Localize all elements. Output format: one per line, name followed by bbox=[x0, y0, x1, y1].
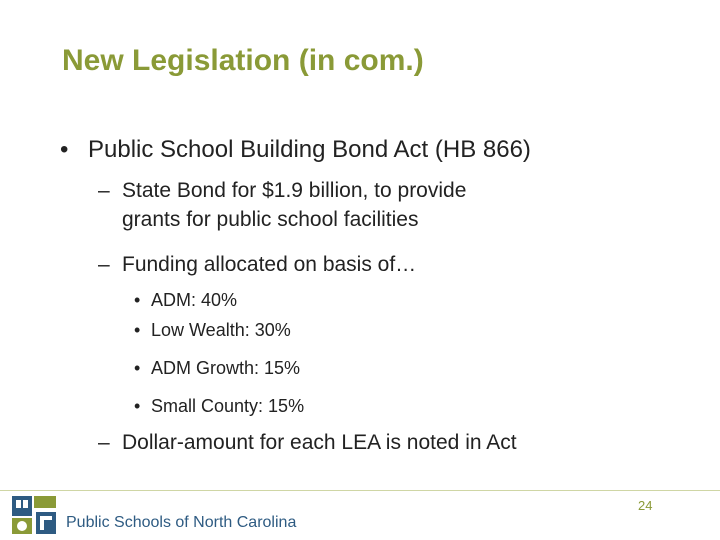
bullet-dot-icon: • bbox=[134, 396, 141, 416]
bullet-text-line1: Funding allocated on basis of… bbox=[122, 253, 417, 276]
bullet-level1-item bbox=[60, 134, 531, 166]
bullet-level2-item bbox=[98, 428, 517, 457]
page-number: 24 bbox=[638, 498, 653, 513]
dash-icon: – bbox=[98, 179, 110, 202]
bullet-dot-icon: • bbox=[60, 136, 69, 163]
bullet-text: Small County: 15% bbox=[151, 396, 305, 416]
bullet-text: Public School Building Bond Act (HB 866) bbox=[88, 136, 531, 163]
bullet-level3-item bbox=[134, 318, 291, 342]
bullet-dot-icon: • bbox=[134, 320, 141, 340]
bullet-text-line2: grants for public school facilities bbox=[122, 208, 419, 231]
bullet-dot-icon: • bbox=[134, 290, 141, 310]
footer-divider bbox=[0, 490, 720, 491]
nc-public-schools-logo-icon bbox=[10, 494, 60, 538]
dash-icon: – bbox=[98, 253, 110, 276]
bullet-level3-item bbox=[134, 394, 304, 418]
bullet-level2-item bbox=[98, 176, 466, 234]
bullet-dot-icon: • bbox=[134, 358, 141, 378]
bullet-text-line1: Dollar-amount for each LEA is noted in Act bbox=[122, 431, 517, 454]
bullet-text: ADM: 40% bbox=[151, 290, 238, 310]
bullet-text: Low Wealth: 30% bbox=[151, 320, 291, 340]
bullet-level3-item bbox=[134, 288, 237, 312]
bullet-level2-item bbox=[98, 250, 416, 279]
dash-icon: – bbox=[98, 431, 110, 454]
bullet-text: ADM Growth: 15% bbox=[151, 358, 301, 378]
organization-name: Public Schools of North Carolina bbox=[66, 514, 297, 531]
bullet-text-line1: State Bond for $1.9 billion, to provide bbox=[122, 179, 467, 202]
bullet-level3-item bbox=[134, 356, 300, 380]
slide-title: New Legislation (in com.) bbox=[62, 44, 424, 77]
